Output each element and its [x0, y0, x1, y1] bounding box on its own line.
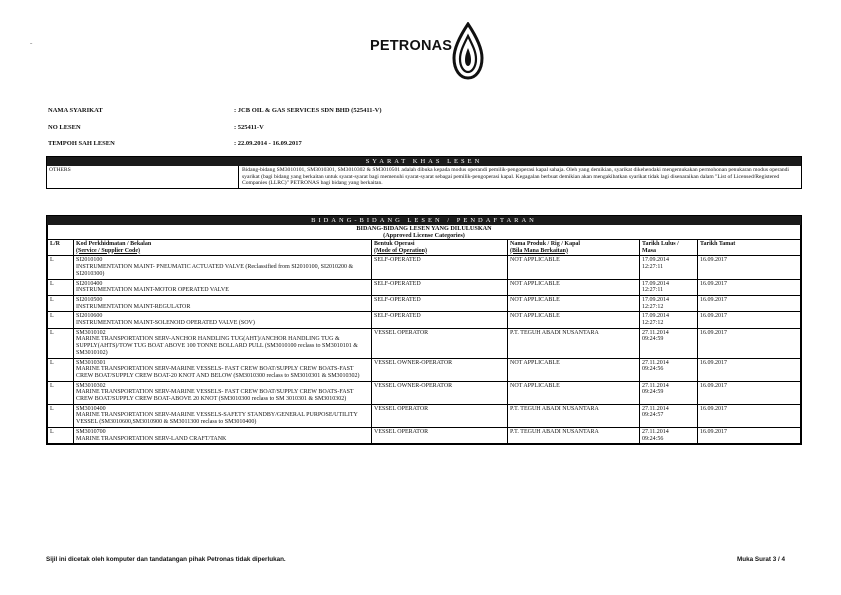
cell-expiry: 16.09.2017 [700, 428, 727, 435]
petronas-emblem-icon [450, 22, 486, 80]
table-cell [74, 427, 372, 443]
cell-description: MARINE TRANSPORTATION SERV-LAND CRAFT/TANK [76, 435, 227, 442]
table-cell [48, 312, 74, 328]
table-cell [48, 279, 74, 295]
cell-mode-of-operation: VESSEL OPERATOR [374, 405, 429, 412]
table-cell [698, 404, 801, 427]
table-subtitle-row [48, 225, 801, 240]
table-cell [372, 295, 508, 311]
table-cell [508, 404, 640, 427]
cell-product: NOT APPLICABLE [510, 382, 560, 389]
cell-description: MARINE TRANSPORTATION SERV-MARINE VESSELS- FAST CREW BOAT/SUPPLY CREW BOATS-FAST CREW BOAT/SUPPLY CREW BOAT-20 KNOT AND BELOW (SM3010300 reclass to SM3010301 & SM3010302) [76, 366, 360, 379]
table-cell [508, 295, 640, 311]
header-op-en: (Mode of Operation) [374, 247, 427, 254]
cell-lr: L [50, 405, 54, 412]
table-cell [698, 328, 801, 358]
cell-product: NOT APPLICABLE [510, 359, 560, 366]
table-cell [508, 279, 640, 295]
table-cell [640, 427, 698, 443]
table-cell [508, 358, 640, 381]
header-approval-time: Masa [642, 247, 656, 254]
cell-product: P.T. TEGUH ABADI NUSANTARA [510, 329, 599, 336]
table-row [48, 328, 801, 358]
cell-product: NOT APPLICABLE [510, 296, 560, 303]
table-header-row [48, 240, 801, 256]
license-categories-section [46, 215, 802, 445]
cell-approval-time: 09:24:56 [642, 435, 664, 442]
cell-approval-date: 27.11.2014 [642, 405, 669, 412]
table-cell [640, 295, 698, 311]
table-cell [640, 381, 698, 404]
cell-approval-date: 27.11.2014 [642, 382, 669, 389]
license-table [47, 225, 801, 444]
cell-mode-of-operation: VESSEL OPERATOR [374, 329, 429, 336]
special-conditions-title: SYARAT KHAS LESEN [47, 157, 801, 166]
table-cell [698, 427, 801, 443]
table-cell [698, 381, 801, 404]
table-cell [508, 381, 640, 404]
cell-description: MARINE TRANSPORTATION SERV-ANCHOR HANDLING TUG(AHT)/ANCHOR HANDLING TUG & SUPPLY(AHTS)/TOW TUG BOAT ABOVE 100 TONNE BOLLARD PULL (SM3010100 reclass to SM3010101 & SM3010102) [76, 336, 358, 356]
table-cell [74, 358, 372, 381]
table-cell [48, 295, 74, 311]
table-cell [372, 279, 508, 295]
cell-expiry: 16.09.2017 [700, 382, 727, 389]
validity-value: : 22.09.2014 - 16.09.2017 [234, 140, 302, 147]
table-cell [640, 404, 698, 427]
table-cell [74, 295, 372, 311]
cell-mode-of-operation: SELF-OPERATED [374, 257, 421, 264]
cell-product: NOT APPLICABLE [510, 280, 560, 287]
table-row [48, 404, 801, 427]
cell-approval-time: 09:24:59 [642, 389, 664, 396]
cell-description: MARINE TRANSPORTATION SERV-MARINE VESSELS-SAFETY STANDBY/GENERAL PURPOSE/UTILITY VESSEL (SM3010600,SM3010900 & SM3011300 reclass to SM3010400) [76, 412, 358, 426]
header-code [74, 240, 372, 256]
table-cell [372, 312, 508, 328]
cell-expiry: 16.09.2017 [700, 359, 727, 366]
table-cell [372, 404, 508, 427]
table-cell [372, 358, 508, 381]
cell-approval-date: 17.09.2014 [642, 296, 669, 303]
cell-approval-date: 27.11.2014 [642, 428, 669, 435]
cell-approval-time: 12:27:11 [642, 264, 664, 271]
header-op-ms: Bentuk Operasi [374, 241, 415, 247]
company-name-label: NAMA SYARIKAT [48, 107, 103, 114]
special-conditions-row [47, 166, 801, 188]
table-row [48, 427, 801, 443]
cell-product: NOT APPLICABLE [510, 257, 560, 264]
header-approval [640, 240, 698, 256]
table-row [48, 312, 801, 328]
company-name-value: : JCB OIL & GAS SERVICES SDN BHD (525411-V) [234, 107, 382, 114]
table-row [48, 256, 801, 279]
cell-lr: L [50, 257, 54, 264]
cell-code: SM3010102 [76, 329, 106, 336]
table-cell [698, 295, 801, 311]
cell-description: INSTRUMENTATION MAINT-MOTOR OPERATED VALVE [76, 287, 229, 294]
table-row [48, 358, 801, 381]
cell-product: NOT APPLICABLE [510, 313, 560, 320]
cell-lr: L [50, 313, 54, 320]
cell-mode-of-operation: SELF-OPERATED [374, 296, 421, 303]
cell-code: SI2010500 [76, 296, 103, 303]
table-cell [698, 312, 801, 328]
cell-lr: L [50, 428, 54, 435]
cell-approval-time: 12:27:12 [642, 320, 664, 327]
table-cell [48, 256, 74, 279]
table-cell [640, 279, 698, 295]
table-cell [508, 328, 640, 358]
page-number: Muka Surat 3 / 4 [737, 556, 785, 563]
cell-approval-date: 17.09.2014 [642, 313, 669, 320]
table-cell [48, 328, 74, 358]
cell-description: INSTRUMENTATION MAINT-SOLENOID OPERATED VALVE (SOV) [76, 320, 255, 327]
cell-lr: L [50, 329, 54, 336]
table-cell [508, 312, 640, 328]
table-row [48, 279, 801, 295]
petronas-logo [370, 22, 500, 84]
header-code-en: (Service / Supplier Code) [76, 247, 141, 254]
cell-approval-date: 27.11.2014 [642, 329, 669, 336]
table-cell [48, 404, 74, 427]
header-product-ms: Nama Produk / Rig / Kapal [510, 241, 581, 247]
table-cell [698, 279, 801, 295]
table-cell [508, 256, 640, 279]
cell-approval-date: 17.09.2014 [642, 257, 669, 264]
cell-approval-date: 17.09.2014 [642, 280, 669, 287]
header-code-ms: Kod Perkhidmatan / Bekalan [76, 241, 152, 247]
cell-code: SM3010301 [76, 359, 106, 366]
table-cell [508, 427, 640, 443]
table-cell [372, 328, 508, 358]
table-cell [640, 256, 698, 279]
header-product-en: (Bila Mana Berkaitan) [510, 247, 568, 254]
cell-product: P.T. TEGUH ABADI NUSANTARA [510, 428, 599, 435]
table-cell [640, 312, 698, 328]
cell-code: SI2010100 [76, 257, 103, 264]
cell-lr: L [50, 382, 54, 389]
header-lr: L/R [48, 240, 74, 256]
cell-description: MARINE TRANSPORTATION SERV-MARINE VESSELS- FAST CREW BOAT/SUPPLY CREW BOATS-FAST CREW BOAT/SUPPLY CREW BOAT-ABOVE 20 KNOT (SM3010300 reclass to SM 3010301 & SM3010302) [76, 389, 354, 403]
cell-mode-of-operation: VESSEL OWNER-OPERATOR [374, 359, 453, 366]
cell-expiry: 16.09.2017 [700, 329, 727, 336]
table-cell [74, 279, 372, 295]
cell-code: SI2010400 [76, 280, 103, 287]
table-cell [48, 381, 74, 404]
table-cell [372, 427, 508, 443]
cell-expiry: 16.09.2017 [700, 296, 727, 303]
table-cell [698, 256, 801, 279]
cell-approval-time: 12:27:11 [642, 287, 664, 294]
condition-category: OTHERS [47, 166, 239, 188]
cell-approval-date: 27.11.2014 [642, 359, 669, 366]
table-subtitle-en: (Approved License Categories) [383, 232, 465, 239]
license-categories-title: BIDANG-BIDANG LESEN / PENDAFTARAN [47, 216, 801, 225]
header-approval-date: Tarikh Lulus / [642, 241, 679, 247]
cell-product: P.T. TEGUH ABADI NUSANTARA [510, 405, 599, 412]
validity-label: TEMPOH SAH LESEN [48, 140, 115, 147]
table-cell [640, 328, 698, 358]
table-cell [48, 358, 74, 381]
cell-mode-of-operation: VESSEL OWNER-OPERATOR [374, 382, 453, 389]
cell-description: INSTRUMENTATION MAINT-REGULATOR [76, 303, 191, 310]
cell-lr: L [50, 359, 54, 366]
footer-note: Sijil ini dicetak oleh komputer dan tandatangan pihak Petronas tidak diperlukan. [46, 556, 286, 563]
license-no-value: : 525411-V [234, 124, 264, 131]
table-cell [698, 358, 801, 381]
header-op [372, 240, 508, 256]
cell-lr: L [50, 296, 54, 303]
table-cell [74, 312, 372, 328]
cell-lr: L [50, 280, 54, 287]
cell-expiry: 16.09.2017 [700, 405, 727, 412]
table-cell [74, 256, 372, 279]
cell-mode-of-operation: SELF-OPERATED [374, 280, 421, 287]
cell-description: INSTRUMENTATION MAINT- PNEUMATIC ACTUATED VALVE (Reclassified from SI2010100, SI2010200 & SI2010300) [76, 264, 354, 277]
table-cell [74, 404, 372, 427]
header-expiry: Tarikh Tamat [698, 240, 801, 256]
table-cell [48, 427, 74, 443]
header-product [508, 240, 640, 256]
cell-mode-of-operation: VESSEL OPERATOR [374, 428, 429, 435]
table-cell [372, 381, 508, 404]
license-no-label: NO LESEN [48, 124, 81, 131]
cell-expiry: 16.09.2017 [700, 257, 727, 264]
table-subtitle: BIDANG-BIDANG LESEN YANG DILULUSKAN [356, 225, 492, 232]
cell-approval-time: 12:27:12 [642, 303, 664, 310]
cell-mode-of-operation: SELF-OPERATED [374, 313, 421, 320]
table-cell [372, 256, 508, 279]
cell-code: SM3010700 [76, 428, 106, 435]
logo-text: PETRONAS [370, 38, 453, 54]
cell-code: SI2010600 [76, 313, 103, 320]
table-row [48, 381, 801, 404]
special-conditions-section [46, 156, 802, 189]
cell-approval-time: 09:24:59 [642, 336, 664, 343]
cell-approval-time: 09:24:57 [642, 412, 664, 419]
condition-text: Bidang-bidang SM3010101, SM3010301, SM3010302 & SM3010501 adalah dibuka kepada modus operandi pemilik-pengoperasi kapal sahaja. Oleh yang demikian, syarikat dikehendaki mengemukakan permohonan penukaran modus operandi syarikat (bagi bidang yang berkaitan untuk syarat-syarat bagi memenuhi syarat-syarat sebagai pemilik-pengoperasi kapal. Kegagalan berbuat demikian akan mengakibatkan syarikat tidak lagi disenaraikan dalam "List of Licensed/Registered Companies (LLRC)" PETRONAS bagi bidang yang berkaitan. [242, 167, 789, 187]
cell-expiry: 16.09.2017 [700, 313, 727, 320]
cell-expiry: 16.09.2017 [700, 280, 727, 287]
table-row [48, 295, 801, 311]
cell-code: SM3010400 [76, 405, 106, 412]
table-cell [74, 328, 372, 358]
scan-mark: ˇ [30, 42, 33, 50]
cell-approval-time: 09:24:56 [642, 366, 664, 373]
cell-code: SM3010302 [76, 382, 106, 389]
table-cell [640, 358, 698, 381]
table-cell [74, 381, 372, 404]
